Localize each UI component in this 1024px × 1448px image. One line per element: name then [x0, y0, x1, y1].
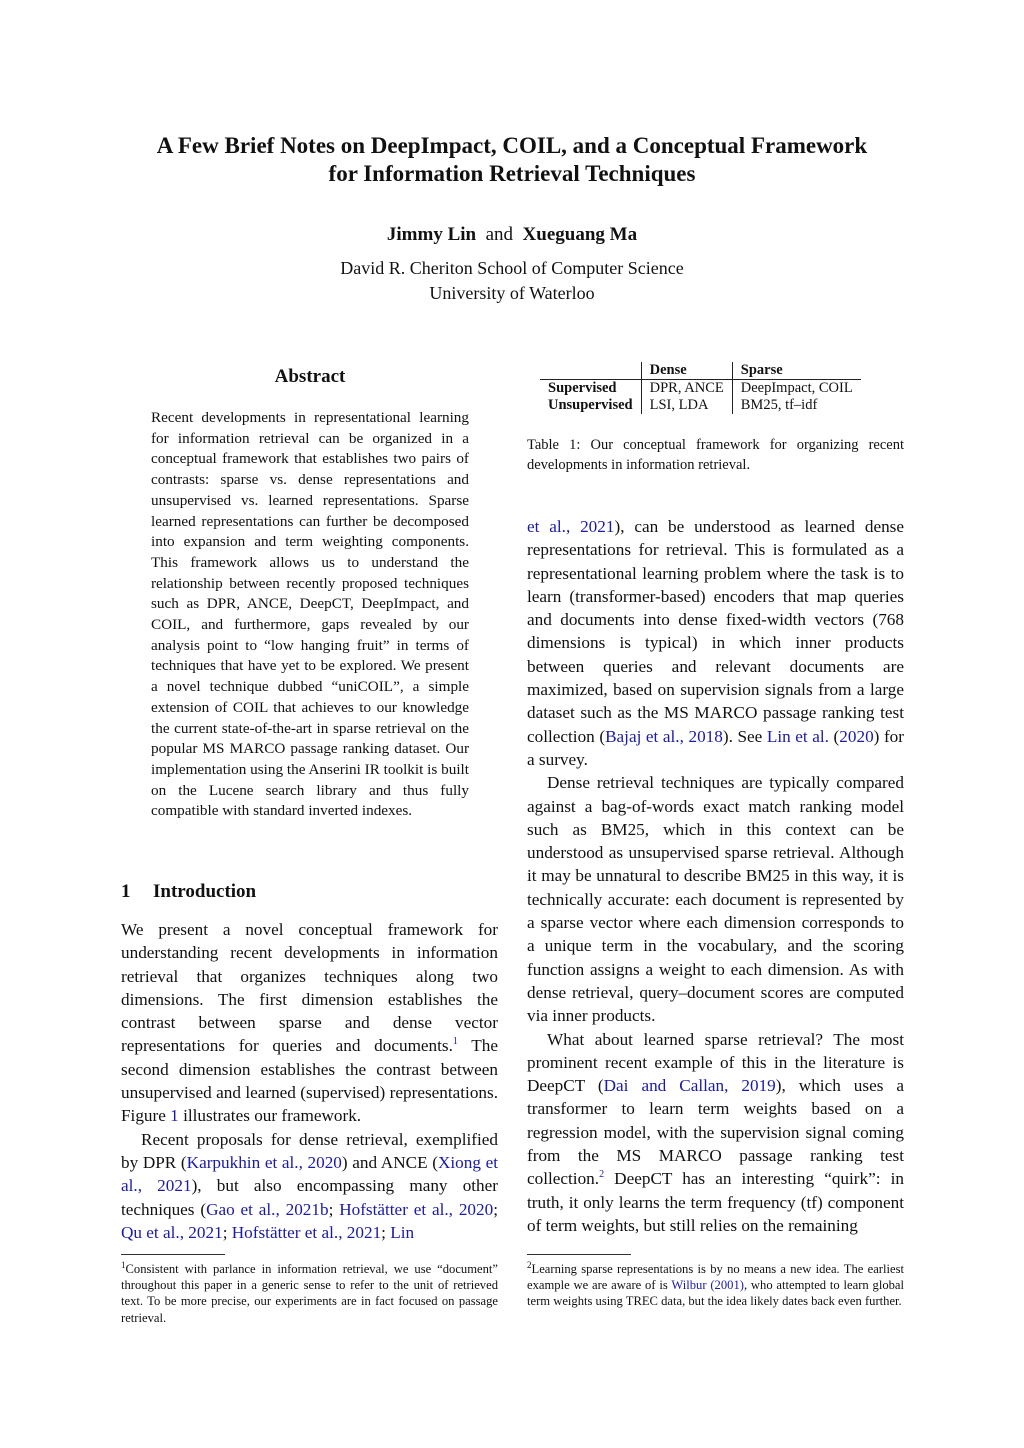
footnote-mark: 1: [121, 1260, 126, 1270]
author-first: Jimmy Lin: [386, 224, 477, 245]
footnote-rule-right: [527, 1254, 631, 1255]
table-row: [540, 380, 861, 398]
citation-link[interactable]: Karpukhin et al., 2020: [186, 1152, 342, 1172]
paper-title: A Few Brief Notes on DeepImpact, COIL, and a Conceptual Framework for Information Retrieval Techniques: [156, 133, 868, 186]
table-cell: LSI, LDA: [641, 397, 732, 414]
table-col-header: Dense: [641, 362, 732, 380]
footnote-mark: 2: [527, 1260, 532, 1270]
intro-paragraph-2: Recent proposals for dense retrieval, exemplified by DPR (Karpukhin et al., 2020) and ANCE (Xiong et al., 2021), but also encompassing many other techniques (Gao et al., 2021b; Hofstätter et al., 2020; Qu et al., 2021; Hofstätter et al., 2021; Lin: [121, 1129, 499, 1242]
body-paragraph-dense-retrieval: Dense retrieval techniques are typically compared against a bag-of-words exact match ranking model such as BM25, which in this context can be understood as unsupervised sparse retrieval. Although it may be unnatural to describe BM25 in this way, it is technically accurate: each document is represented by a sparse vector where each dimension corresponds to a unique term in the vocabulary, and the scoring function assigns a weight to each dimension. As with dense retrieval, query–document scores are computed via inner products.: [527, 773, 904, 1026]
table-corner-cell: [540, 362, 641, 380]
citation-link[interactable]: Gao et al., 2021b: [206, 1199, 329, 1219]
citation-link[interactable]: Lin: [390, 1222, 415, 1242]
abstract-body: Recent developments in representational learning for information retrieval can be organized in a conceptual framework that establishes two pairs of contrasts: sparse vs. dense representations and unsupervised vs. learned representations. Sparse learned representations can further be decomposed into expansion and term weighting components. This framework allows us to understand the relationship between recently proposed techniques such as DPR, ANCE, DeepCT, DeepImpact, and COIL, and furthermore, gaps revealed by our analysis point to “low hanging fruit” in terms of techniques that have yet to be explored. We present a novel technique dubbed “uniCOIL”, a simple extension of COIL that achieves to our knowledge the current state-of-the-art in sparse retrieval on the popular MS MARCO passage ranking dataset. Our implementation using the Anserini IR toolkit is built on the Lucene search library and thus fully compatible with standard inverted indexes.: [151, 409, 469, 820]
citation-link[interactable]: Xiong et al., 2021: [121, 1152, 498, 1196]
table-col-header: Sparse: [732, 362, 860, 380]
affiliation-line-1: David R. Cheriton School of Computer Science: [340, 258, 684, 278]
body-paragraph-continued: et al., 2021), can be understood as learned dense representations for retrieval. This is formulated as a representational learning problem where the task is to learn (transformer-based) encoders that map queries and documents into dense fixed-width vectors (768 dimensions is typical) in which inner products between queries and relevant documents are maximized, based on supervision signals from a large dataset such as the MS MARCO passage ranking test collection (Bajaj et al., 2018). See Lin et al. (2020) for a survey.: [527, 517, 905, 769]
citation-link[interactable]: 2020: [839, 726, 874, 746]
author-second: Xueguang Ma: [522, 224, 638, 245]
footnote-ref-1[interactable]: 1: [452, 1036, 458, 1048]
table-row: [540, 397, 861, 414]
citation-link[interactable]: Qu et al., 2021: [121, 1222, 223, 1242]
citation-link[interactable]: Bajaj et al., 2018: [605, 726, 723, 746]
citation-link[interactable]: et al., 2021: [527, 517, 615, 536]
framework-table: [540, 362, 861, 414]
right-column-body: [527, 515, 904, 1237]
section-title: Introduction: [153, 881, 257, 902]
body-paragraph-learned-sparse: What about learned sparse retrieval? The most prominent recent example of this in the literature is DeepCT (Dai and Callan, 2019), which uses a transformer to learn term weights based on a regression model, with the supervision signal coming from the MS MARCO passage ranking test collection.$^2$ DeepCT has an interesting “quirk”: in truth, it only learns the term frequency (tf) component of term weights, but still relies on the remaining: [527, 1029, 905, 1235]
author-line: [150, 223, 874, 247]
citation-link[interactable]: Wilbur (2001): [671, 1278, 744, 1293]
footnote-1: $^1$Consistent with parlance in information retrieval, we use “document” throughout this paper in a generic sense to refer to the unit of retrieved text. To be more precise, our experiments are in fact focused on passage retrieval.: [121, 1260, 498, 1325]
table-cell: BM25, tf–idf: [740, 397, 818, 413]
affiliation-line-2: University of Waterloo: [429, 283, 595, 303]
citation-link[interactable]: Hofstätter et al., 2020: [339, 1199, 494, 1219]
table-row-header: Unsupervised: [540, 397, 641, 414]
section-heading-introduction: [121, 881, 256, 903]
footnote-rule-left: [121, 1254, 225, 1255]
affiliation: [150, 256, 874, 306]
citation-link[interactable]: Dai and Callan, 2019: [603, 1076, 776, 1096]
section-number: 1: [121, 881, 131, 902]
footnote-ref-2[interactable]: 2: [599, 1169, 605, 1181]
table-row-header: Supervised: [540, 380, 641, 398]
intro-paragraph-1: We present a novel conceptual framework for understanding recent developments in information retrieval that organizes techniques along two dimensions. The first dimension establishes the contrast between sparse and dense vector representations for queries and documents.$^1$ The second dimension establishes the contrast between unsupervised and learned (supervised) representations. Figure 1 illustrates our framework.: [121, 920, 498, 1126]
citation-link[interactable]: Hofstätter et al., 2021: [231, 1222, 382, 1242]
abstract-heading: Abstract: [274, 366, 346, 387]
table-cell: DPR, ANCE: [641, 380, 732, 398]
author-conjunction: and: [485, 224, 514, 245]
footnote-2: $^2$Learning sparse representations is by no means a new idea. The earliest example we are aware of is Wilbur (2001), who attempted to learn global term weights using TREC data, but the idea likely dates back even further.: [527, 1260, 904, 1309]
figure-ref-link[interactable]: 1: [170, 1106, 179, 1126]
table-header-row: [540, 362, 861, 380]
table-cell: DeepImpact, COIL: [740, 380, 853, 396]
table-caption: Table 1: Our conceptual framework for organizing recent developments in information retrieval.: [527, 437, 904, 473]
citation-link[interactable]: Lin et al.: [766, 726, 829, 746]
left-column-body: [121, 918, 498, 1244]
